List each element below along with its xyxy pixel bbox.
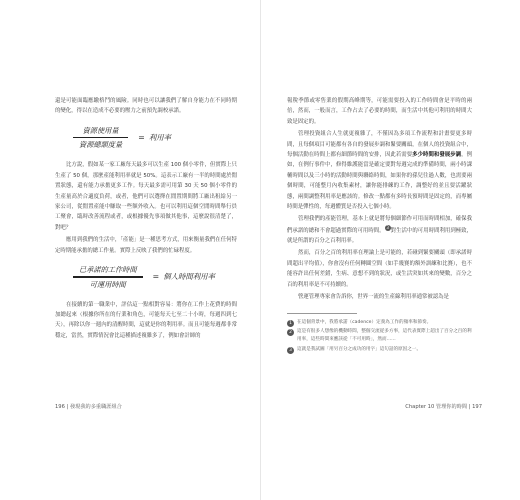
emphasis-text: 多少時間和發展步調	[412, 152, 462, 159]
footnote: 2 這是有很多人想像的機動時間，整個交流從多方事，這代表實際上超出了百分之百的利用率，這些時間來應該從「不可用時」，然而……	[287, 328, 472, 345]
divider: |	[66, 404, 70, 410]
right-page-footer	[405, 403, 482, 410]
fraction	[73, 264, 143, 290]
right-page-content	[287, 96, 472, 355]
book-title: 發現我的多重職涯組合	[69, 404, 122, 410]
right-page	[260, 0, 520, 500]
page-number: 197	[472, 404, 482, 410]
chapter-label: Chapter 10 管理你的時間	[405, 404, 468, 410]
fraction-bar	[73, 276, 143, 278]
paragraph: 然而，百分之百的利用率在理論上是可能的，若碰到緊要關頭（即承諾時間超出平均值），你會沒有任何轉圜空間（如手幾賽的額外訓練和比賽），也不能容許出任何差錯，生病、意想不到的狀況，或生活突如其來的變數，百分之百的利用率是不可持續的。	[287, 250, 472, 288]
footnote-number: 3	[287, 347, 294, 354]
left-page-content	[55, 96, 237, 343]
equals-sign: =	[152, 272, 160, 282]
paragraph: 營運管理專家會告訴你，世界一流的生產線利用率通常被認為是	[298, 294, 449, 301]
paragraph: 還是可能面臨應繳格鬥的風險。同時也可以讓我們了解自身能力在不同時期的變化，得以在造成不必要的壓力之前預先調校承諾。	[55, 98, 237, 115]
formula-personal-utilization	[73, 264, 237, 290]
footnote: 3 這就是我試圖「用另百分之成功的用字」這句話的原因之一。	[287, 346, 472, 354]
paragraph: 管理我們的產能管理，基本上就是將每個細節作可用而時間相加，確保我們承諾的總和不會超過實際的可用時間。3對生活中的可用時間利用到極致，就是所謂的百分之百利用率。	[287, 216, 472, 245]
paragraph: 管理投資組合人生就更複雜了，不僅因為多項工作流程和計畫要更多時間，且每個項目可能都有各自的發展步調和緊要關頭，在個人的投資組合中，每個活動在時間上都有細節時間的安排，因此若需要多少時間和發展步調，例如，在例行事件中，修得維護能當是確定要對每週完成的準備時間，兩小時課輔時間以及三小時的活動時間與聯絡時間，如果你的孫兒往過人數，也需要兩個時間，可能整月內收集素材，讓你能排練的工作，調整好的並且要活躍狀態，兩間調整利用率是應該的。修改一點都有多時長預時間是固定的，而專屬時間是彈性的，每週體質是否投入七個小時。	[287, 131, 472, 211]
fraction-bar	[73, 137, 128, 139]
paragraph: 應用到我們的生活中，「產能」是一種思考方式，用來衡量我們在任何特定時期能承擔的總工作量。實際上反映了我們的忙碌程度。	[55, 237, 237, 254]
denominator: 可運用時間	[89, 279, 126, 289]
page-number: 196	[55, 404, 65, 410]
footnote-divider	[287, 313, 357, 314]
equals-sign: =	[138, 133, 145, 143]
numerator: 資源使用量	[82, 125, 119, 135]
paragraph: 報稅季節或零售業的假期高峰期等，可能需要投入的工作時間會是平時的兩倍，然而，一般而言，工作占去了必要的時間，而生活中其他可利用的時間大致是固定的。	[287, 98, 472, 125]
formula-utilization	[73, 125, 237, 151]
footnote-marker: 3	[386, 224, 389, 230]
paragraph: 在接續的第一職業中，評估這一點相對容易：將你在工作上花費的時間加總起來（根據你所在的行業和角色，可能每天七至二十小時，每週四到七天），再除以你一週內的清醒時間，這就是你的利用率。而且可能每週都非常穩定，當然，實際情況會比這種描述複雜多了，例如會計師的	[55, 301, 237, 339]
paragraph: 比方說，假如某一家工廠每天最多可以生產 100 個小零件，但實際上只生產了 50 個，那麼產能利用率就是 50%。這表示工廠有一半的時間處於閒置狀態，還有能力承擔更多工作。每天最多需可用第 30 天 50 個小零件的生產量高於合適度負荷，或者，他們可以選擇在閒置期間將工廠出租給另一家公司，從閒置產能中賺取一些額外收入。也可以利用這個空閒時間舉行員工聚會，臨時改善流程或者，或根據優先事項做其他事，這麼說很清楚了，對吧？	[55, 162, 237, 231]
formula-result: = 個人時間利用率	[152, 272, 215, 282]
footnote-number: 2	[287, 329, 294, 336]
formula-result: = 利用率	[138, 133, 172, 143]
fraction	[73, 125, 128, 151]
footnote-number: 1	[287, 320, 294, 327]
denominator: 資源總額度量	[79, 140, 123, 150]
footnote: 1 在這個背景中，我將承諾（cadence）定義為工作的頻率和節奏。	[287, 319, 472, 327]
divider: |	[468, 404, 473, 410]
numerator: 已承諾的工作時間	[79, 265, 137, 275]
left-page-footer	[55, 403, 122, 410]
